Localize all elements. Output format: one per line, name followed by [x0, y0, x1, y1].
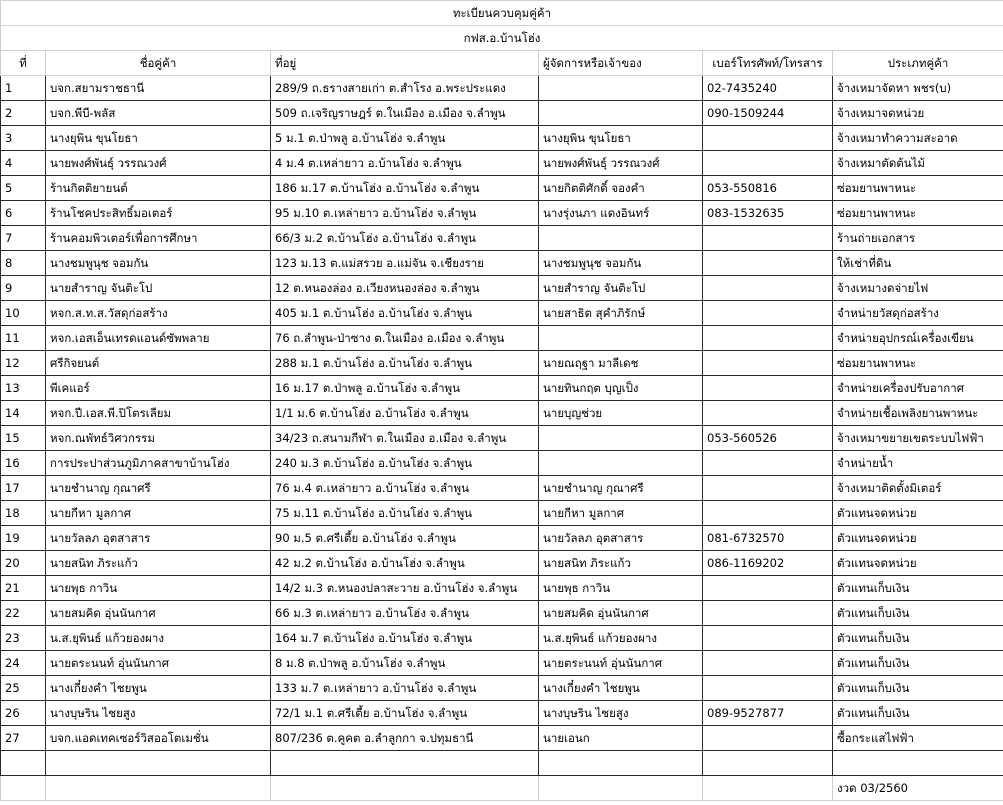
cell-phone[interactable]: 083-1532635: [703, 201, 833, 226]
empty-cell[interactable]: [271, 751, 539, 776]
cell-manager[interactable]: นายสนิท ภิระแก้ว: [539, 551, 703, 576]
cell-phone[interactable]: 081-6732570: [703, 526, 833, 551]
cell-phone[interactable]: 089-9527877: [703, 701, 833, 726]
cell-manager[interactable]: นายสาธิต สุคำภิรักษ์: [539, 301, 703, 326]
cell-manager[interactable]: นางรุ่งนภา แดงอินทร์: [539, 201, 703, 226]
cell-address[interactable]: 8 ม.8 ต.ป่าพลู อ.บ้านโฮ่ง จ.ลำพูน: [271, 651, 539, 676]
cell-name[interactable]: การประปาส่วนภูมิภาคสาขาบ้านโฮ่ง: [46, 451, 271, 476]
cell-name[interactable]: บจก.แอดเทคเซอร์วิสออโตเมชั่น: [46, 726, 271, 751]
cell-no[interactable]: 19: [1, 526, 46, 551]
cell-phone[interactable]: [703, 226, 833, 251]
table-row: [1, 126, 1003, 151]
cell-address[interactable]: 240 ม.3 ต.บ้านโฮ่ง อ.บ้านโฮ่ง จ.ลำพูน: [271, 451, 539, 476]
table-row: [1, 651, 1003, 676]
cell-no[interactable]: 22: [1, 601, 46, 626]
cell-type[interactable]: ซ่อมยานพาหนะ: [833, 176, 1003, 201]
cell-address[interactable]: 288 ม.1 ต.บ้านโฮ่ง อ.บ้านโฮ่ง จ.ลำพูน: [271, 351, 539, 376]
cell-no[interactable]: 11: [1, 326, 46, 351]
cell-type[interactable]: ตัวแทนเก็บเงิน: [833, 701, 1003, 726]
header-type[interactable]: ประเภทคู่ค้า: [833, 51, 1003, 76]
table-row: [1, 251, 1003, 276]
cell-type[interactable]: จำหน่ายอุปกรณ์เครื่องเขียน: [833, 326, 1003, 351]
empty-cell[interactable]: [46, 751, 271, 776]
cell-name[interactable]: นายสำราญ จันติะโป: [46, 276, 271, 301]
cell-no[interactable]: 5: [1, 176, 46, 201]
table-row: [1, 176, 1003, 201]
cell-no[interactable]: 23: [1, 626, 46, 651]
cell-type[interactable]: ตัวแทนจดหน่วย: [833, 501, 1003, 526]
header-name[interactable]: ชื่อคู่ค้า: [46, 51, 271, 76]
cell-no[interactable]: 24: [1, 651, 46, 676]
cell-manager[interactable]: [539, 451, 703, 476]
cell-name[interactable]: บจก.พีบี-พลัส: [46, 101, 271, 126]
cell-name[interactable]: หจก.เอสเอ็นเทรดแอนด์ซัพพลาย: [46, 326, 271, 351]
cell-name[interactable]: นางชมพูนุช จอมกัน: [46, 251, 271, 276]
header-manager[interactable]: ผู้จัดการหรือเจ้าของ: [539, 51, 703, 76]
cell-manager[interactable]: [539, 426, 703, 451]
cell-address[interactable]: 405 ม.1 ต.บ้านโฮ่ง อ.บ้านโฮ่ง จ.ลำพูน: [271, 301, 539, 326]
empty-cell[interactable]: [539, 776, 703, 801]
footer-row: [1, 776, 1003, 801]
cell-name[interactable]: นายพุธ กาวิน: [46, 576, 271, 601]
cell-manager[interactable]: นางยุพิน ขุนโยธา: [539, 126, 703, 151]
cell-no[interactable]: 25: [1, 676, 46, 701]
table-row: [1, 151, 1003, 176]
table-row: [1, 726, 1003, 751]
cell-name[interactable]: บจก.สยามราชธานี: [46, 76, 271, 101]
cell-address[interactable]: 66/3 ม.2 ต.บ้านโฮ่ง อ.บ้านโฮ่ง จ.ลำพูน: [271, 226, 539, 251]
table-row: [1, 576, 1003, 601]
cell-no[interactable]: 26: [1, 701, 46, 726]
cell-address[interactable]: 90 ม.5 ต.ศรีเตี้ย อ.บ้านโฮ่ง จ.ลำพูน: [271, 526, 539, 551]
cell-address[interactable]: 186 ม.17 ต.บ้านโฮ่ง อ.บ้านโฮ่ง จ.ลำพูน: [271, 176, 539, 201]
cell-name[interactable]: นายวัลลภ อุตสาสาร: [46, 526, 271, 551]
cell-address[interactable]: 807/236 ต.คูคต อ.ลำลูกกา จ.ปทุมธานี: [271, 726, 539, 751]
header-row: [1, 51, 1003, 76]
cell-type[interactable]: จ้างเหมาจัดหา พชร(บ): [833, 76, 1003, 101]
cell-phone[interactable]: 02-7435240: [703, 76, 833, 101]
cell-manager[interactable]: นายบุญช่วย: [539, 401, 703, 426]
table-row: [1, 401, 1003, 426]
table-row: [1, 226, 1003, 251]
cell-type[interactable]: จำหน่ายเชื้อเพลิงยานพาหนะ: [833, 401, 1003, 426]
cell-no[interactable]: 20: [1, 551, 46, 576]
cell-phone[interactable]: 086-1169202: [703, 551, 833, 576]
cell-no[interactable]: 9: [1, 276, 46, 301]
cell-phone[interactable]: [703, 126, 833, 151]
page-subtitle[interactable]: กฟส.อ.บ้านโฮ่ง: [1, 26, 1003, 51]
cell-manager[interactable]: [539, 101, 703, 126]
cell-no[interactable]: 21: [1, 576, 46, 601]
cell-no[interactable]: 4: [1, 151, 46, 176]
cell-name[interactable]: ศรีกิจยนต์: [46, 351, 271, 376]
cell-type[interactable]: ตัวแทนเก็บเงิน: [833, 651, 1003, 676]
cell-type[interactable]: จ้างเหมางดจ่ายไฟ: [833, 276, 1003, 301]
table-row: [1, 601, 1003, 626]
cell-name[interactable]: น.ส.ยุพินธ์ แก้วยองผาง: [46, 626, 271, 651]
cell-no[interactable]: 12: [1, 351, 46, 376]
cell-name[interactable]: หจก.ส.ท.ส.วัสดุก่อสร้าง: [46, 301, 271, 326]
cell-type[interactable]: จำหน่ายเครื่องปรับอากาศ: [833, 376, 1003, 401]
cell-address[interactable]: 509 ถ.เจริญราษฎร์ ต.ในเมือง อ.เมือง จ.ลำพูน: [271, 101, 539, 126]
cell-type[interactable]: จ้างเหมาตัดต้นไม้: [833, 151, 1003, 176]
cell-manager[interactable]: นางเกี๋ยงคำ ไชยพูน: [539, 676, 703, 701]
cell-phone[interactable]: [703, 601, 833, 626]
cell-type[interactable]: ตัวแทนเก็บเงิน: [833, 676, 1003, 701]
cell-address[interactable]: 5 ม.1 ต.ป่าพลู อ.บ้านโฮ่ง จ.ลำพูน: [271, 126, 539, 151]
cell-no[interactable]: 1: [1, 76, 46, 101]
cell-phone[interactable]: [703, 676, 833, 701]
cell-manager[interactable]: [539, 226, 703, 251]
cell-name[interactable]: หจก.ปี.เอส.พี.ปิโตรเลียม: [46, 401, 271, 426]
cell-type[interactable]: ตัวแทนจดหน่วย: [833, 551, 1003, 576]
cell-address[interactable]: 14/2 ม.3 ต.หนองปลาสะวาย อ.บ้านโฮ่ง จ.ลำพูน: [271, 576, 539, 601]
cell-address[interactable]: 289/9 ถ.ธรางสายเก่า ต.สำโรง อ.พระประแดง: [271, 76, 539, 101]
cell-type[interactable]: จ้างเหมาทำความสะอาด: [833, 126, 1003, 151]
cell-manager[interactable]: นายเอนก: [539, 726, 703, 751]
cell-phone[interactable]: 053-560526: [703, 426, 833, 451]
cell-type[interactable]: ซ่อมยานพาหนะ: [833, 351, 1003, 376]
table-row: [1, 551, 1003, 576]
cell-manager[interactable]: [539, 76, 703, 101]
cell-name[interactable]: นางเกี๋ยงคำ ไชยพูน: [46, 676, 271, 701]
cell-name[interactable]: นายสมคิด อุ่นนันกาศ: [46, 601, 271, 626]
cell-no[interactable]: 13: [1, 376, 46, 401]
cell-address[interactable]: 66 ม.3 ต.เหล่ายาว อ.บ้านโฮ่ง จ.ลำพูน: [271, 601, 539, 626]
cell-no[interactable]: 3: [1, 126, 46, 151]
cell-phone[interactable]: [703, 251, 833, 276]
table-row: [1, 426, 1003, 451]
cell-manager[interactable]: นายชำนาญ กุณาศรี: [539, 476, 703, 501]
empty-cell[interactable]: [1, 751, 46, 776]
cell-phone[interactable]: [703, 576, 833, 601]
cell-address[interactable]: 72/1 ม.1 ต.ศรีเตี้ย อ.บ้านโฮ่ง จ.ลำพูน: [271, 701, 539, 726]
cell-phone[interactable]: [703, 151, 833, 176]
table-row: [1, 76, 1003, 101]
cell-phone[interactable]: [703, 451, 833, 476]
cell-manager[interactable]: นายทินกฤต บุญเป็ง: [539, 376, 703, 401]
cell-address[interactable]: 34/23 ถ.สนามกีฬา ต.ในเมือง อ.เมือง จ.ลำพูน: [271, 426, 539, 451]
cell-address[interactable]: 164 ม.7 ต.บ้านโฮ่ง อ.บ้านโฮ่ง จ.ลำพูน: [271, 626, 539, 651]
table-row: [1, 501, 1003, 526]
cell-type[interactable]: ตัวแทนเก็บเงิน: [833, 601, 1003, 626]
cell-no[interactable]: 7: [1, 226, 46, 251]
header-phone[interactable]: เบอร์โทรศัพท์/โทรสาร: [703, 51, 833, 76]
cell-manager[interactable]: นายสมคิด อุ่นนันกาศ: [539, 601, 703, 626]
title-row: [1, 1, 1003, 26]
page-title[interactable]: ทะเบียนควบคุมคู่ค้า: [1, 1, 1003, 26]
cell-no[interactable]: 6: [1, 201, 46, 226]
cell-type[interactable]: ซื้อกระแสไฟฟ้า: [833, 726, 1003, 751]
cell-manager[interactable]: น.ส.ยุพินธ์ แก้วยองผาง: [539, 626, 703, 651]
table-row: [1, 326, 1003, 351]
table-row: [1, 201, 1003, 226]
cell-name[interactable]: ร้านโชคประสิทธิ์มอเตอร์: [46, 201, 271, 226]
cell-name[interactable]: นางบุษริน ไชยสูง: [46, 701, 271, 726]
cell-manager[interactable]: นายวัลลภ อุตสาสาร: [539, 526, 703, 551]
table-row: [1, 451, 1003, 476]
cell-phone[interactable]: [703, 301, 833, 326]
empty-cell[interactable]: [833, 751, 1003, 776]
empty-cell[interactable]: [46, 776, 271, 801]
empty-cell[interactable]: [271, 776, 539, 801]
empty-cell[interactable]: [703, 751, 833, 776]
cell-name[interactable]: นางยุพิน ขุนโยธา: [46, 126, 271, 151]
cell-phone[interactable]: [703, 626, 833, 651]
cell-manager[interactable]: นายตระนนท์ อุ่นนันกาศ: [539, 651, 703, 676]
cell-name[interactable]: พีเคแอร์: [46, 376, 271, 401]
cell-manager[interactable]: นางบุษริน ไชยสูง: [539, 701, 703, 726]
table-row: [1, 376, 1003, 401]
cell-address[interactable]: 95 ม.10 ต.เหล่ายาว อ.บ้านโฮ่ง จ.ลำพูน: [271, 201, 539, 226]
cell-type[interactable]: จำหน่ายน้ำ: [833, 451, 1003, 476]
cell-name[interactable]: นายสนิท ภิระแก้ว: [46, 551, 271, 576]
period-label[interactable]: งวด 03/2560: [833, 776, 1003, 801]
cell-name[interactable]: นายพงศ์พันธุ์ วรรณวงศ์: [46, 151, 271, 176]
cell-phone[interactable]: [703, 326, 833, 351]
empty-cell[interactable]: [703, 776, 833, 801]
cell-manager[interactable]: นายณฤฐา มาลีเดช: [539, 351, 703, 376]
cell-manager[interactable]: [539, 326, 703, 351]
empty-cell[interactable]: [539, 751, 703, 776]
cell-manager[interactable]: นายกิตติศักดิ์ จองคำ: [539, 176, 703, 201]
cell-manager[interactable]: นายกีหา มูลกาศ: [539, 501, 703, 526]
cell-phone[interactable]: 053-550816: [703, 176, 833, 201]
cell-no[interactable]: 16: [1, 451, 46, 476]
cell-phone[interactable]: [703, 476, 833, 501]
cell-phone[interactable]: [703, 351, 833, 376]
cell-name[interactable]: หจก.ณพัทธ์วิศวกรรม: [46, 426, 271, 451]
cell-manager[interactable]: นายพงศ์พันธุ์ วรรณวงศ์: [539, 151, 703, 176]
cell-address[interactable]: 1/1 ม.6 ต.บ้านโฮ่ง อ.บ้านโฮ่ง จ.ลำพูน: [271, 401, 539, 426]
cell-no[interactable]: 14: [1, 401, 46, 426]
cell-phone[interactable]: [703, 401, 833, 426]
cell-phone[interactable]: [703, 651, 833, 676]
cell-no[interactable]: 15: [1, 426, 46, 451]
table-row: [1, 676, 1003, 701]
cell-address[interactable]: 75 ม.11 ต.บ้านโฮ่ง อ.บ้านโฮ่ง จ.ลำพูน: [271, 501, 539, 526]
cell-address[interactable]: 76 ม.4 ต.เหล่ายาว อ.บ้านโฮ่ง จ.ลำพูน: [271, 476, 539, 501]
header-address[interactable]: ที่อยู่: [271, 51, 539, 76]
cell-phone[interactable]: [703, 376, 833, 401]
table-row: [1, 701, 1003, 726]
header-no[interactable]: ที่: [1, 51, 46, 76]
cell-type[interactable]: ให้เช่าที่ดิน: [833, 251, 1003, 276]
cell-address[interactable]: 4 ม.4 ต.เหล่ายาว อ.บ้านโฮ่ง จ.ลำพูน: [271, 151, 539, 176]
cell-type[interactable]: จำหน่ายวัสดุก่อสร้าง: [833, 301, 1003, 326]
cell-type[interactable]: ร้านถ่ายเอกสาร: [833, 226, 1003, 251]
empty-cell[interactable]: [1, 776, 46, 801]
cell-phone[interactable]: [703, 726, 833, 751]
cell-name[interactable]: ร้านกิตติยายนต์: [46, 176, 271, 201]
cell-address[interactable]: 133 ม.7 ต.เหล่ายาว อ.บ้านโฮ่ง จ.ลำพูน: [271, 676, 539, 701]
cell-phone[interactable]: [703, 276, 833, 301]
table-row: [1, 626, 1003, 651]
cell-type[interactable]: ซ่อมยานพาหนะ: [833, 201, 1003, 226]
subtitle-row: [1, 26, 1003, 51]
cell-no[interactable]: 27: [1, 726, 46, 751]
cell-type[interactable]: จ้างเหมาติดตั้งมิเตอร์: [833, 476, 1003, 501]
cell-name[interactable]: นายตระนนท์ อุ่นนันกาศ: [46, 651, 271, 676]
cell-type[interactable]: ตัวแทนจดหน่วย: [833, 526, 1003, 551]
cell-name[interactable]: ร้านคอมพิวเตอร์เพื่อการศึกษา: [46, 226, 271, 251]
table-row: [1, 526, 1003, 551]
cell-no[interactable]: 10: [1, 301, 46, 326]
cell-address[interactable]: 42 ม.2 ต.บ้านโฮ่ง อ.บ้านโฮ่ง จ.ลำพูน: [271, 551, 539, 576]
cell-name[interactable]: นายกีหา มูลกาศ: [46, 501, 271, 526]
cell-manager[interactable]: นางชมพูนุช จอมกัน: [539, 251, 703, 276]
empty-row: [1, 751, 1003, 776]
cell-address[interactable]: 123 ม.13 ต.แม่สรวย อ.แม่จัน จ.เชียงราย: [271, 251, 539, 276]
cell-type[interactable]: จ้างเหมาขยายเขตระบบไฟฟ้า: [833, 426, 1003, 451]
cell-type[interactable]: จ้างเหมาจดหน่วย: [833, 101, 1003, 126]
cell-phone[interactable]: [703, 501, 833, 526]
cell-no[interactable]: 2: [1, 101, 46, 126]
cell-manager[interactable]: นายพุธ กาวิน: [539, 576, 703, 601]
cell-manager[interactable]: นายสำราญ จันติะโป: [539, 276, 703, 301]
table-row: [1, 351, 1003, 376]
cell-type[interactable]: ตัวแทนเก็บเงิน: [833, 576, 1003, 601]
cell-address[interactable]: 12 ต.หนองล่อง อ.เวียงหนองล่อง จ.ลำพูน: [271, 276, 539, 301]
cell-phone[interactable]: 090-1509244: [703, 101, 833, 126]
cell-name[interactable]: นายชำนาญ กุณาศรี: [46, 476, 271, 501]
cell-no[interactable]: 18: [1, 501, 46, 526]
table-row: [1, 476, 1003, 501]
cell-no[interactable]: 17: [1, 476, 46, 501]
table-row: [1, 301, 1003, 326]
cell-no[interactable]: 8: [1, 251, 46, 276]
cell-address[interactable]: 16 ม.17 ต.ป่าพลู อ.บ้านโฮ่ง จ.ลำพูน: [271, 376, 539, 401]
table-row: [1, 101, 1003, 126]
cell-type[interactable]: ตัวแทนเก็บเงิน: [833, 626, 1003, 651]
table-row: [1, 276, 1003, 301]
cell-address[interactable]: 76 ถ.ลำพูน-ป่าซาง ต.ในเมือง อ.เมือง จ.ลำพูน: [271, 326, 539, 351]
